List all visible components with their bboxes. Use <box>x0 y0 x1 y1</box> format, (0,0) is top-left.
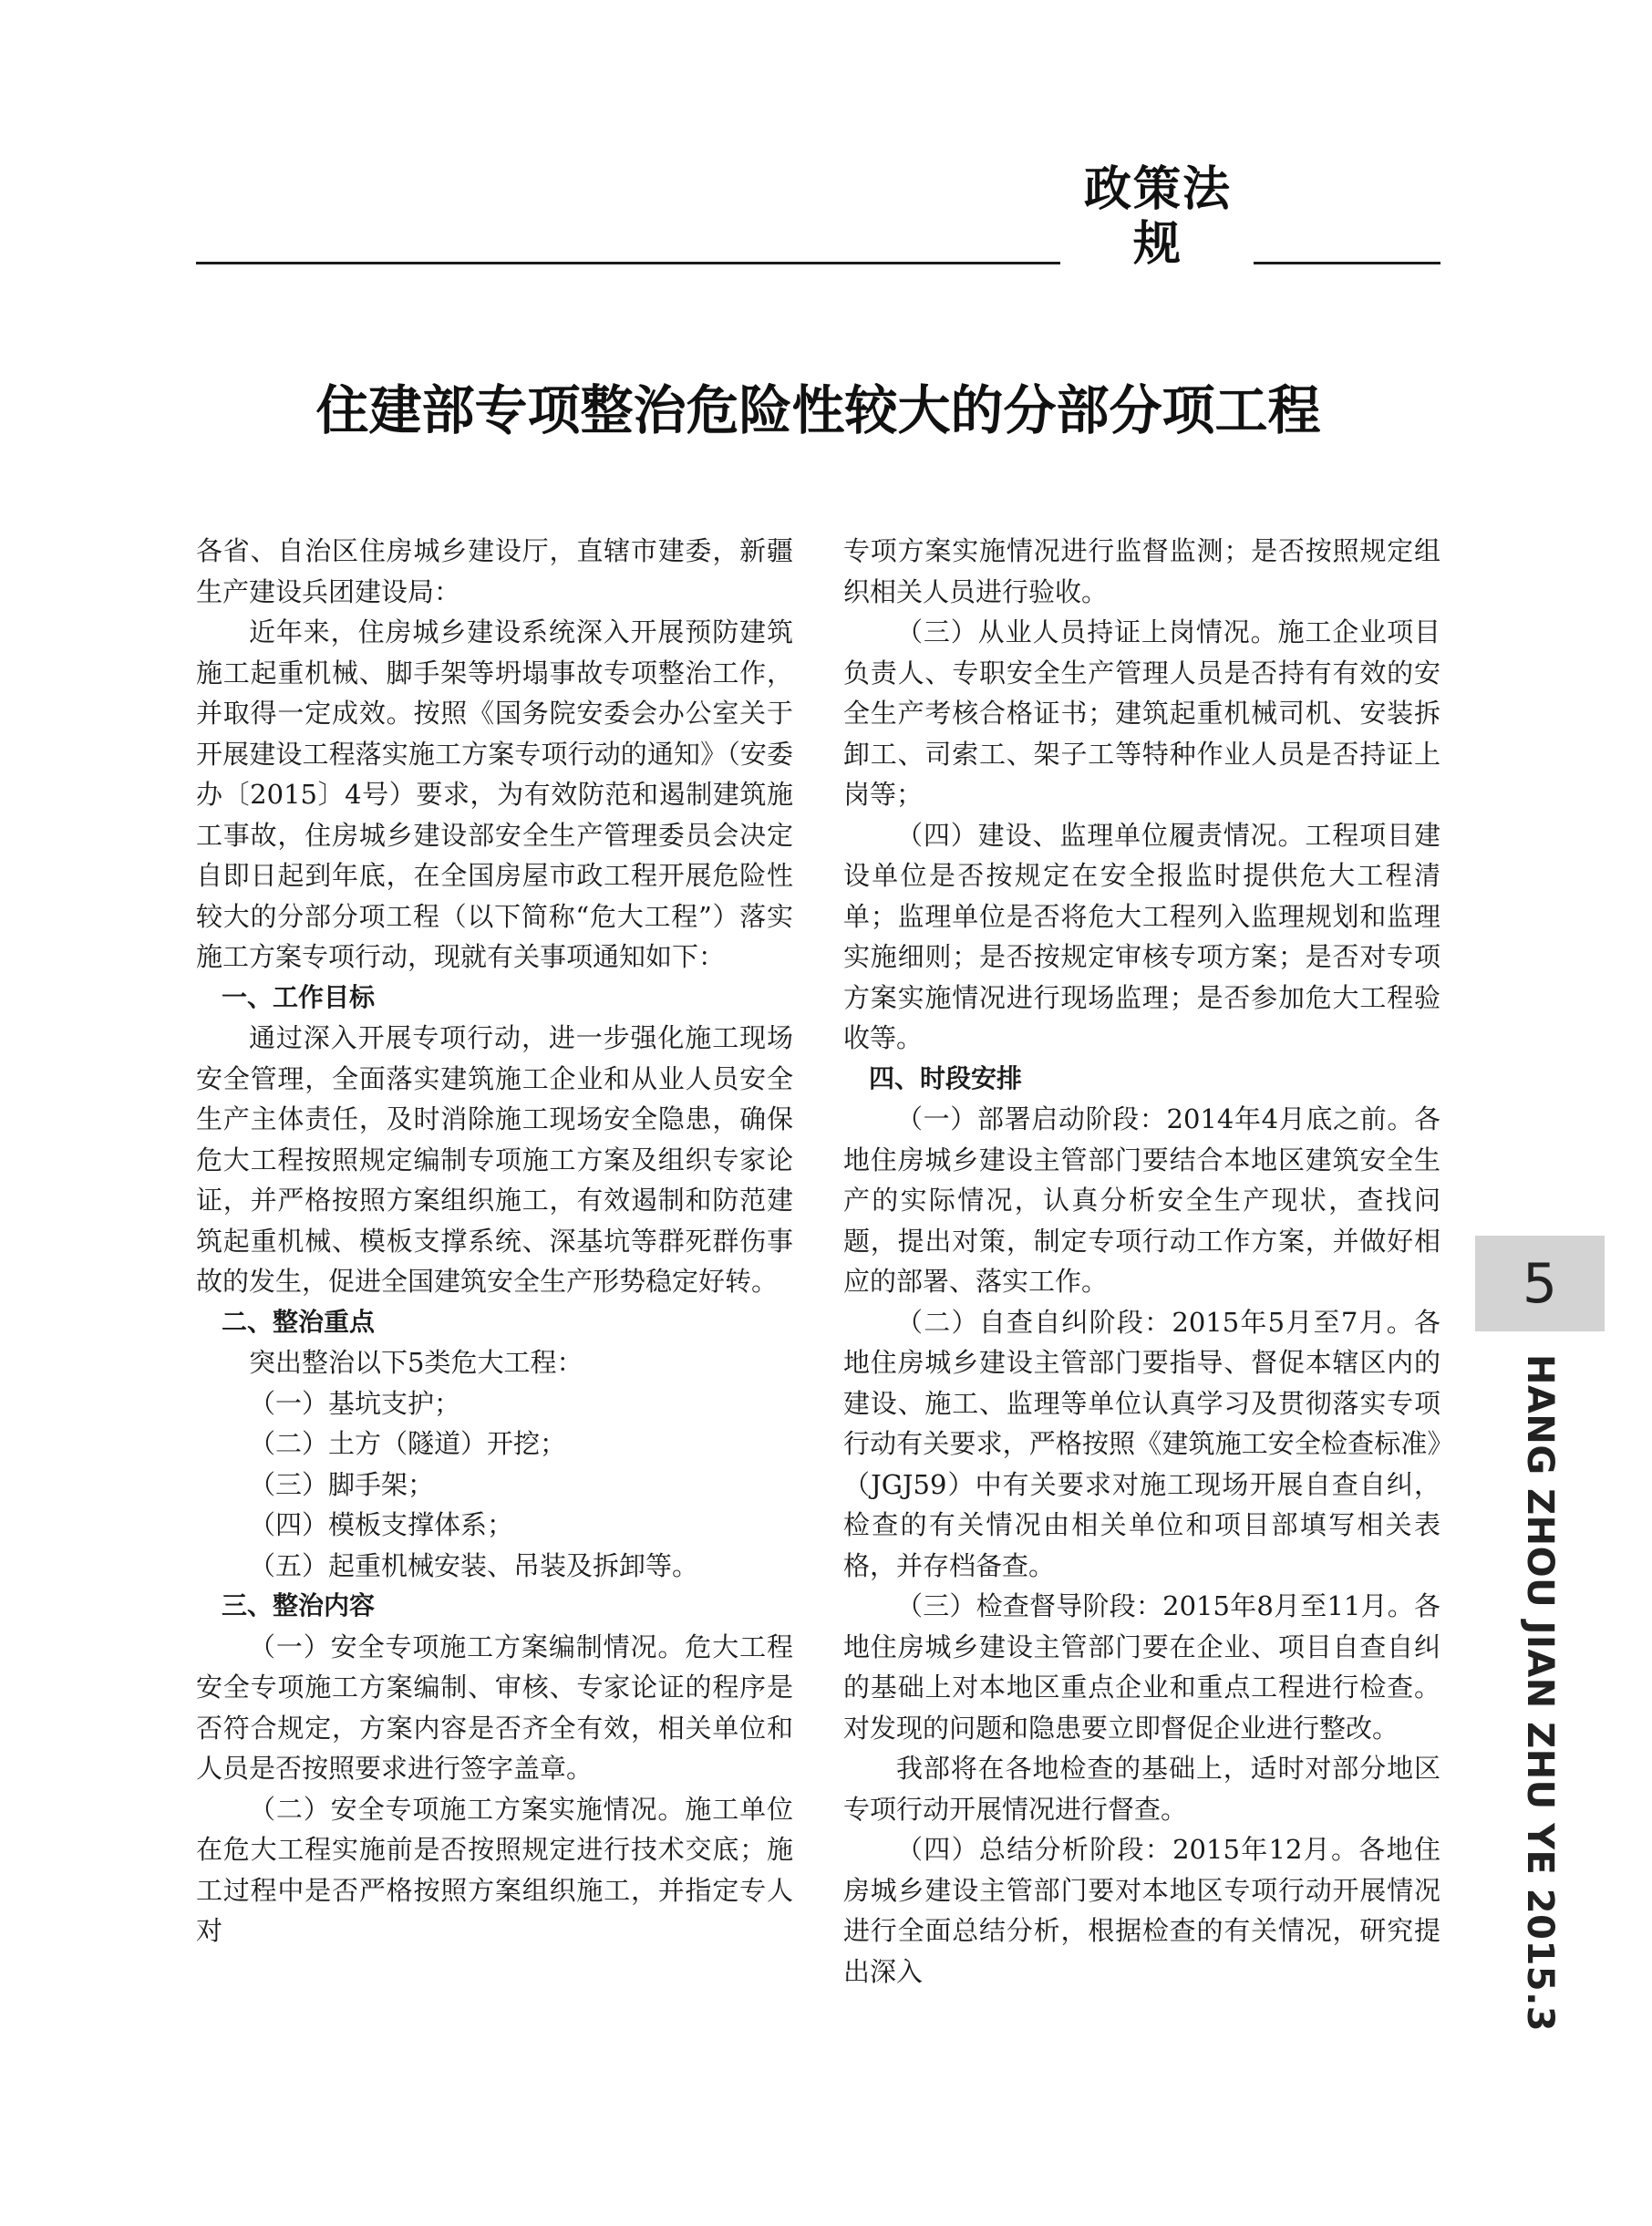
paragraph: （三）检查督导阶段：2015年8月至11月。各地住房城乡建设主管部门要在企业、项目自查自纠的基础上对本地区重点企业和重点工程进行检查。对发现的问题和隐患要立即督促企业进行整改。 <box>843 1590 1440 1744</box>
article-title: 住建部专项整治危险性较大的分部分项工程 <box>315 379 1321 441</box>
page-number-tab <box>1475 1236 1605 1331</box>
paragraph: （一）安全专项施工方案编制情况。危大工程安全专项施工方案编制、审核、专家论证的程序是否符合规定，方案内容是否齐全有效，相关单位和人员是否按照要求进行签字盖章。 <box>196 1631 793 1784</box>
paragraph: 通过深入开展专项行动，进一步强化施工现场安全管理，全面落实建筑施工企业和从业人员安全生产主体责任，及时消除施工现场安全隐患，确保危大工程按照规定编制专项施工方案及组织专家论证，并严格按照方案组织施工，有效遏制和防范建筑起重机械、模板支撑系统、深基坑等群死群伤事故的发生，促进全国建筑安全生产形势稳定好转。 <box>196 1022 793 1297</box>
paragraph: （四）总结分析阶段：2015年12月。各地住房城乡建设主管部门要对本地区专项行动开展情况进行全面总结分析，根据检查的有关情况，研究提出深入 <box>843 1834 1440 1987</box>
header-rule-right <box>1254 262 1440 264</box>
section-header <box>196 162 1440 272</box>
section-heading: 三、整治内容 <box>222 1590 376 1620</box>
paragraph: 各省、自治区住房城乡建设厅，直辖市建委，新疆生产建设兵团建设局： <box>196 535 793 607</box>
paragraph: 近年来，住房城乡建设系统深入开展预防建筑施工起重机械、脚手架等坍塌事故专项整治工作，并取得一定成效。按照《国务院安委会办公室关于开展建设工程落实施工方案专项行动的通知》（安委办〔2015〕4号）要求，为有效防范和遏制建筑施工事故，住房城乡建设部安全生产管理委员会决定自即日起到年底，在全国房屋市政工程开展危险性较大的分部分项工程（以下简称“危大工程”）落实施工方案专项行动，现就有关事项通知如下： <box>196 616 793 972</box>
paragraph: （一）基坑支护； <box>249 1387 461 1419</box>
paragraph: （三）从业人员持证上岗情况。施工企业项目负责人、专职安全生产管理人员是否持有有效的安全生产考核合格证书；建筑起重机械司机、安装拆卸工、司索工、架子工等特种作业人员是否持证上岗等； <box>843 616 1440 810</box>
journal-name-vertical <box>1519 1354 1561 2033</box>
paragraph: 专项方案实施情况进行监督监测；是否按照规定组织相关人员进行验收。 <box>843 535 1440 607</box>
paragraph: 我部将在各地检查的基础上，适时对部分地区专项行动开展情况进行督查。 <box>843 1753 1440 1825</box>
right-column <box>843 531 1440 1992</box>
page-number: 5 <box>1522 1251 1558 1316</box>
section-heading: 二、整治重点 <box>222 1306 376 1337</box>
paragraph: （四）建设、监理单位履责情况。工程项目建设单位是否按规定在安全报监时提供危大工程清单；监理单位是否将危大工程列入监理规划和监理实施细则；是否按规定审核专项方案；是否对专项方案实施情况进行现场监理；是否参加危大工程验收等。 <box>843 819 1440 1053</box>
paragraph: （二）自查自纠阶段：2015年5月至7月。各地住房城乡建设主管部门要指导、督促本辖区内的建设、施工、监理等单位认真学习及贯彻落实专项行动有关要求，严格按照《建筑施工安全检查标准》（JGJ59）中有关要求对施工现场开展自查自纠，检查的有关情况由相关单位和项目部填写相关表格，并存档备查。 <box>843 1306 1440 1581</box>
journal-name: HANG ZHOU JIAN ZHU YE 2015.3 <box>1519 1354 1561 2033</box>
section-heading: 一、工作目标 <box>222 981 376 1012</box>
paragraph: 突出整治以下5类危大工程： <box>249 1347 583 1378</box>
paragraph: （四）模板支撑体系； <box>249 1509 514 1540</box>
paragraph: （三）脚手架； <box>249 1468 435 1500</box>
section-heading: 四、时段安排 <box>869 1062 1023 1093</box>
paragraph: （二）土方（隧道）开挖； <box>249 1428 567 1459</box>
paragraph: （二）安全专项施工方案实施情况。施工单位在危大工程实施前是否按照规定进行技术交底；施工过程中是否严格按照方案组织施工，并指定专人对 <box>196 1793 793 1946</box>
paragraph: （五）起重机械安装、吊装及拆卸等。 <box>249 1549 699 1581</box>
paragraph: （一）部署启动阶段：2014年4月底之前。各地住房城乡建设主管部门要结合本地区建筑安全生产的实际情况，认真分析安全生产现状，查找问题，提出对策，制定专项行动工作方案，并做好相应的部署、落实工作。 <box>843 1103 1440 1297</box>
section-title: 政策法规 <box>1083 162 1232 272</box>
left-column <box>196 531 793 1952</box>
header-rule-left <box>196 262 1060 264</box>
